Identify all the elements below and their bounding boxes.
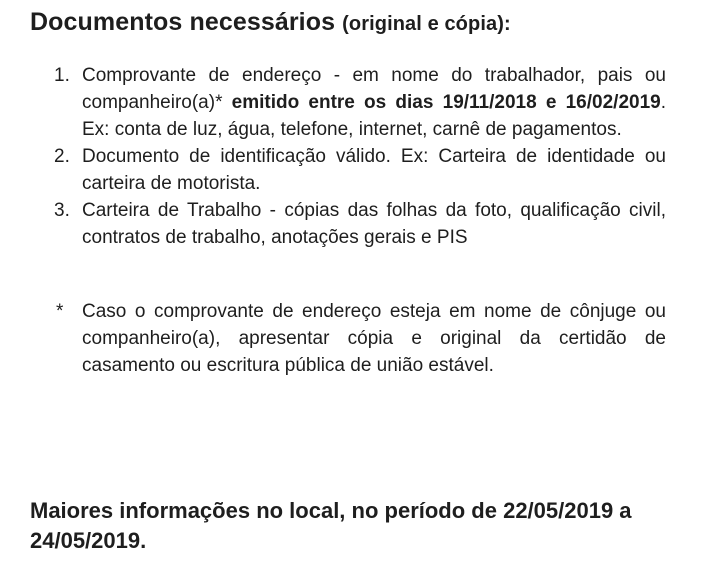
footnote-item (0, 298, 666, 379)
list-item-text: Comprovante de endereço - em nome do trabalhador, pais ou companheiro(a)* (82, 65, 666, 113)
list-item-text-continued: . Ex: conta de luz, água, telefone, internet, carnê de pagamentos. (82, 92, 666, 140)
title-main: Documentos necessários (30, 8, 336, 36)
list-item-number: 2. (54, 146, 70, 167)
page-title (30, 8, 511, 37)
list-item (0, 62, 666, 143)
footnote-text: Caso o comprovante de endereço esteja em nome de cônjuge ou companheiro(a), apresentar cópia e original da certidão de casamento ou escritura pública de união estável. (82, 301, 666, 376)
list-item (0, 197, 666, 251)
title-subtitle: (original e cópia): (342, 13, 511, 35)
list-item-text: Carteira de Trabalho - cópias das folhas da foto, qualificação civil, contratos de trabalho, anotações gerais e PIS (82, 200, 666, 248)
list-item-number: 3. (54, 200, 70, 221)
list-item-text: Documento de identificação válido. Ex: Carteira de identidade ou carteira de motorista. (82, 146, 666, 194)
list-item (0, 143, 666, 197)
footer-info: Maiores informações no local, no período de 22/05/2019 a 24/05/2019. (30, 498, 632, 553)
document-list (0, 62, 720, 251)
list-item-number: 1. (54, 65, 70, 86)
list-item-emphasis: emitido entre os dias 19/11/2018 e 16/02/2019 (231, 92, 661, 113)
footnote-marker: * (56, 301, 64, 322)
footnote (0, 298, 720, 379)
